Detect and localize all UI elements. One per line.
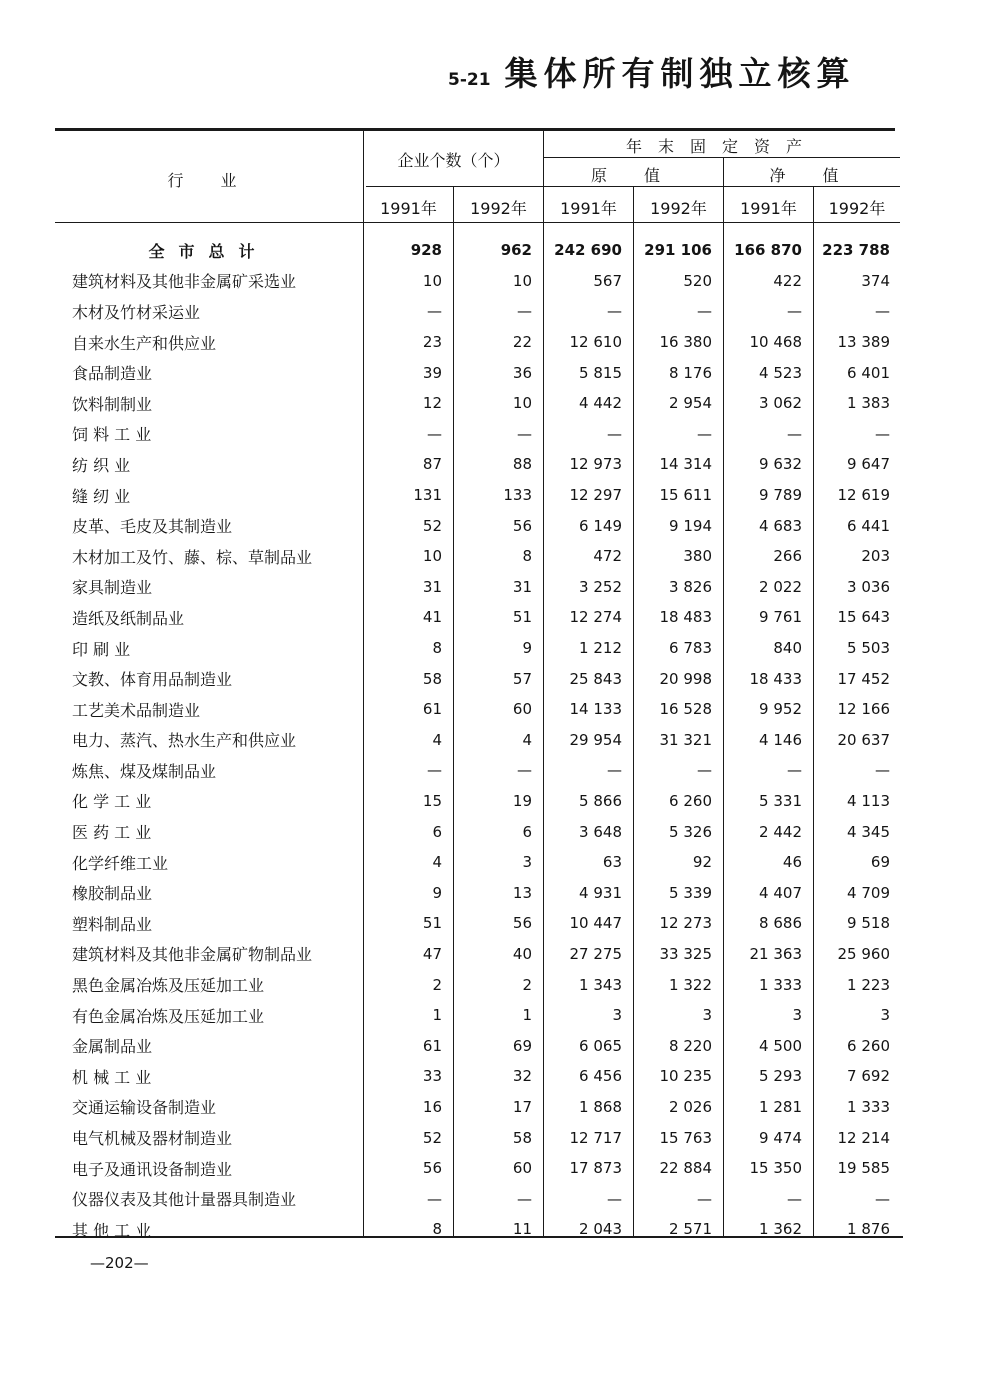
net-1991: 3 062 [759,394,802,413]
net-1991: 10 468 [749,333,802,352]
count-1991: 10 [422,271,442,290]
table-row [55,296,900,327]
table-number: 5-21 [448,70,491,90]
original-1992: 15 763 [659,1128,712,1147]
table-row [55,572,900,603]
count-1991: — [427,424,442,443]
count-1992: 133 [503,486,532,505]
count-1992: 40 [512,944,532,963]
table-row [55,633,900,664]
row-name: 文教、体育用品制造业 [72,670,233,690]
count-1991: 12 [422,394,442,413]
original-1991: 3 252 [579,577,622,596]
net-1992: 223 788 [822,241,890,260]
count-1992: — [517,424,532,443]
row-name: 电力、蒸汽、热水生产和供应业 [72,731,297,751]
net-1992: 9 518 [847,914,890,933]
table-row [55,449,900,480]
net-1992: 12 214 [837,1128,890,1147]
original-1991: 3 648 [579,822,622,841]
count-1992: 56 [512,914,532,933]
row-name: 木材及竹材采运业 [72,302,201,322]
header-original-value: 原 值 [590,166,677,185]
original-1991: 1 343 [579,975,622,994]
table-row [55,357,900,388]
table-row [55,419,900,450]
count-1991: 1 [432,1006,442,1025]
net-1992: 3 036 [847,577,890,596]
net-1991: 9 789 [759,486,802,505]
row-name: 橡胶制品业 [72,884,153,904]
original-1991: 12 274 [569,608,622,627]
net-1992: 12 619 [837,486,890,505]
header-count-1991: 1991年 [380,199,437,218]
net-1991: 1 281 [759,1097,802,1116]
net-1992: 7 692 [847,1067,890,1086]
table-row [55,235,900,266]
net-1991: 1 362 [759,1220,802,1239]
net-1991: 18 433 [749,669,802,688]
net-1992: 4 709 [847,883,890,902]
count-1992: 9 [522,639,532,658]
net-1992: 19 585 [837,1159,890,1178]
count-1991: 61 [422,700,442,719]
net-1991: — [787,1189,802,1208]
header-enterprise-count: 企业个数（个） [397,151,510,170]
net-1991: 3 [792,1006,802,1025]
net-1991: 8 686 [759,914,802,933]
header-rule-fixed-assets [543,157,900,158]
row-name: 皮革、毛皮及其制造业 [72,517,233,537]
net-1991: 9 632 [759,455,802,474]
original-1992: 2 026 [669,1097,712,1116]
net-1992: 17 452 [837,669,890,688]
original-1992: 380 [683,547,712,566]
original-1991: 12 610 [569,333,622,352]
net-1991: 166 870 [734,241,802,260]
count-1992: 1 [522,1006,532,1025]
row-name: 金属制品业 [72,1037,153,1057]
net-1992: 25 960 [837,944,890,963]
original-1991: 4 931 [579,883,622,902]
original-1991: 242 690 [554,241,622,260]
original-1991: 12 973 [569,455,622,474]
original-1991: 2 043 [579,1220,622,1239]
count-1992: 32 [512,1067,532,1086]
net-1992: — [875,424,890,443]
original-1992: — [697,424,712,443]
table-row [55,1030,900,1061]
original-1991: 1 212 [579,639,622,658]
net-1992: 4 113 [847,791,890,810]
count-1991: 31 [422,577,442,596]
count-1992: 2 [522,975,532,994]
original-1992: 8 220 [669,1036,712,1055]
table-row [55,816,900,847]
row-name: 机 械 工 业 [72,1067,152,1087]
original-1992: 92 [692,853,712,872]
original-1991: 12 297 [569,486,622,505]
table-row [55,694,900,725]
original-1992: 18 483 [659,608,712,627]
row-name: 其 他 工 业 [72,1220,152,1240]
table-row [55,266,900,297]
original-1992: 12 273 [659,914,712,933]
original-1992: — [697,761,712,780]
count-1992: 13 [512,883,532,902]
count-1991: 4 [432,730,442,749]
table-row [55,939,900,970]
count-1991: — [427,302,442,321]
net-1991: — [787,302,802,321]
table-row [55,480,900,511]
net-1992: 13 389 [837,333,890,352]
count-1991: 10 [422,547,442,566]
row-name: 化 学 工 业 [72,792,152,812]
net-1991: 46 [782,853,802,872]
row-name: 化学纤维工业 [72,853,169,873]
table-row [55,541,900,572]
count-1992: 6 [522,822,532,841]
count-1992: 69 [512,1036,532,1055]
header-net-1992: 1992年 [828,199,886,218]
count-1992: 962 [500,241,532,260]
original-1991: 6 456 [579,1067,622,1086]
row-name: 家具制造业 [72,578,153,598]
net-1992: 5 503 [847,639,890,658]
table-row [55,755,900,786]
original-1992: 9 194 [669,516,712,535]
table-row [55,847,900,878]
original-1991: 14 133 [569,700,622,719]
net-1992: 6 260 [847,1036,890,1055]
count-1991: 51 [422,914,442,933]
row-name: 黑色金属冶炼及压延加工业 [72,976,265,996]
original-1992: 15 611 [659,486,712,505]
row-name: 饲 料 工 业 [72,425,152,445]
original-1992: 33 325 [659,944,712,963]
original-1991: 5 815 [579,363,622,382]
net-1991: — [787,424,802,443]
original-1992: 22 884 [659,1159,712,1178]
original-1992: 6 260 [669,791,712,810]
net-1992: 6 401 [847,363,890,382]
table-body [55,235,900,1245]
original-1992: 1 322 [669,975,712,994]
net-1991: 15 350 [749,1159,802,1178]
net-1991: 4 146 [759,730,802,749]
count-1991: 61 [422,1036,442,1055]
original-1992: 16 380 [659,333,712,352]
table-row [55,327,900,358]
count-1991: 6 [432,822,442,841]
row-name: 饮料制制业 [72,394,153,414]
original-1992: 20 998 [659,669,712,688]
original-1991: 25 843 [569,669,622,688]
count-1991: 87 [422,455,442,474]
net-1991: 9 474 [759,1128,802,1147]
count-1992: 57 [512,669,532,688]
count-1992: 10 [512,271,532,290]
header-orig-1991: 1991年 [560,199,617,218]
row-name: 交通运输设备制造业 [72,1098,217,1118]
count-1991: 56 [422,1159,442,1178]
table-row [55,908,900,939]
header-bottom-rule [55,222,900,223]
net-1991: 1 333 [759,975,802,994]
original-1991: — [607,302,622,321]
net-1991: 4 407 [759,883,802,902]
original-1991: — [607,1189,622,1208]
table-row [55,1092,900,1123]
count-1992: 4 [522,730,532,749]
row-name: 缝 纫 业 [72,486,131,506]
net-1992: 20 637 [837,730,890,749]
row-name: 建筑材料及其他非金属矿采选业 [72,272,297,292]
page-number: —202— [90,1254,149,1272]
net-1992: 203 [861,547,890,566]
net-1991: 2 022 [759,577,802,596]
original-1992: 291 106 [644,241,712,260]
original-1992: — [697,1189,712,1208]
row-name: 全市总计 [148,241,269,261]
count-1991: 2 [432,975,442,994]
original-1992: 5 339 [669,883,712,902]
net-1992: 3 [880,1006,890,1025]
row-name: 建筑材料及其他非金属矿物制品业 [72,945,313,965]
original-1991: 567 [593,271,622,290]
original-1992: 520 [683,271,712,290]
net-1992: — [875,761,890,780]
count-1991: 41 [422,608,442,627]
original-1991: 1 868 [579,1097,622,1116]
header-count-1992: 1992年 [470,199,527,218]
original-1991: 27 275 [569,944,622,963]
net-1991: — [787,761,802,780]
count-1991: 15 [422,791,442,810]
row-name: 木材加工及竹、藤、棕、草制品业 [72,547,313,567]
count-1991: 33 [422,1067,442,1086]
original-1991: 12 717 [569,1128,622,1147]
net-1991: 4 523 [759,363,802,382]
original-1992: 8 176 [669,363,712,382]
original-1991: 17 873 [569,1159,622,1178]
count-1992: 60 [512,700,532,719]
original-1992: 16 528 [659,700,712,719]
row-name: 印 刷 业 [72,639,131,659]
table-row [55,1183,900,1214]
count-1991: 47 [422,944,442,963]
count-1991: 39 [422,363,442,382]
count-1991: 52 [422,1128,442,1147]
count-1992: 3 [522,853,532,872]
original-1992: 5 326 [669,822,712,841]
original-1992: 10 235 [659,1067,712,1086]
table-row [55,663,900,694]
net-1992: 1 223 [847,975,890,994]
count-1992: 58 [512,1128,532,1147]
industry-table [55,235,900,1245]
count-1991: 4 [432,853,442,872]
original-1991: — [607,424,622,443]
net-1992: 15 643 [837,608,890,627]
table-row [55,1214,900,1245]
top-thick-rule [55,128,895,131]
count-1991: — [427,1189,442,1208]
count-1991: 8 [432,1220,442,1239]
page-title [448,48,856,95]
original-1992: — [697,302,712,321]
count-1991: 23 [422,333,442,352]
original-1992: 14 314 [659,455,712,474]
count-1991: 131 [413,486,442,505]
row-name: 纺 织 业 [72,455,131,475]
net-1991: 9 952 [759,700,802,719]
original-1991: — [607,761,622,780]
table-row [55,510,900,541]
original-1992: 3 826 [669,577,712,596]
original-1991: 5 866 [579,791,622,810]
net-1992: 6 441 [847,516,890,535]
count-1992: 19 [512,791,532,810]
net-1992: 374 [861,271,890,290]
original-1992: 2 954 [669,394,712,413]
header-industry: 行 业 [167,171,253,190]
net-1992: 1 383 [847,394,890,413]
header-orig-1992: 1992年 [650,199,707,218]
count-1992: 10 [512,394,532,413]
row-name: 有色金属冶炼及压延加工业 [72,1006,265,1026]
header-net-value: 净 值 [769,166,855,185]
row-name: 食品制造业 [72,364,153,384]
count-1992: 56 [512,516,532,535]
row-name: 自来水生产和供应业 [72,333,217,353]
count-1992: — [517,761,532,780]
table-row [55,725,900,756]
row-name: 电气机械及器材制造业 [72,1129,233,1149]
table-row [55,1153,900,1184]
count-1992: — [517,302,532,321]
count-1992: 60 [512,1159,532,1178]
table-row [55,1122,900,1153]
net-1991: 21 363 [749,944,802,963]
net-1992: 9 647 [847,455,890,474]
net-1991: 4 683 [759,516,802,535]
row-name: 造纸及纸制品业 [72,608,185,628]
count-1991: — [427,761,442,780]
count-1991: 8 [432,639,442,658]
table-row [55,877,900,908]
original-1991: 6 065 [579,1036,622,1055]
original-1992: 2 571 [669,1220,712,1239]
table-row [55,388,900,419]
row-name: 塑料制品业 [72,914,153,934]
original-1992: 3 [702,1006,712,1025]
count-1991: 928 [410,241,442,260]
table-row [55,1061,900,1092]
count-1992: 88 [512,455,532,474]
original-1991: 10 447 [569,914,622,933]
net-1991: 5 293 [759,1067,802,1086]
count-1991: 9 [432,883,442,902]
table-row [55,786,900,817]
net-1991: 5 331 [759,791,802,810]
count-1992: — [517,1189,532,1208]
header-fixed-assets: 年末固定资产 [625,137,818,156]
table-row [55,602,900,633]
count-1992: 11 [512,1220,532,1239]
header-net-1991: 1991年 [740,199,797,218]
count-1992: 17 [512,1097,532,1116]
original-1992: 6 783 [669,639,712,658]
table-row [55,1000,900,1031]
row-name: 电子及通讯设备制造业 [72,1159,233,1179]
net-1992: 1 876 [847,1220,890,1239]
row-name: 仪器仪表及其他计量器具制造业 [72,1190,297,1210]
net-1991: 2 442 [759,822,802,841]
net-1991: 4 500 [759,1036,802,1055]
net-1992: 12 166 [837,700,890,719]
count-1992: 36 [512,363,532,382]
count-1991: 58 [422,669,442,688]
count-1992: 31 [512,577,532,596]
original-1991: 63 [602,853,622,872]
original-1991: 29 954 [569,730,622,749]
net-1992: — [875,302,890,321]
count-1992: 51 [512,608,532,627]
row-name: 工艺美术品制造业 [72,700,201,720]
table-row [55,969,900,1000]
net-1992: 4 345 [847,822,890,841]
original-1991: 4 442 [579,394,622,413]
row-name: 炼焦、煤及煤制品业 [72,761,217,781]
original-1992: 31 321 [659,730,712,749]
count-1992: 8 [522,547,532,566]
net-1991: 840 [773,639,802,658]
count-1991: 52 [422,516,442,535]
original-1991: 6 149 [579,516,622,535]
net-1992: 69 [870,853,890,872]
count-1992: 22 [512,333,532,352]
count-1991: 16 [422,1097,442,1116]
original-1991: 472 [593,547,622,566]
net-1991: 422 [773,271,802,290]
net-1991: 9 761 [759,608,802,627]
net-1992: — [875,1189,890,1208]
net-1992: 1 333 [847,1097,890,1116]
table-title: 集体所有制独立核算 [504,54,856,93]
row-name: 医 药 工 业 [72,823,152,843]
original-1991: 3 [612,1006,622,1025]
net-1991: 266 [773,547,802,566]
